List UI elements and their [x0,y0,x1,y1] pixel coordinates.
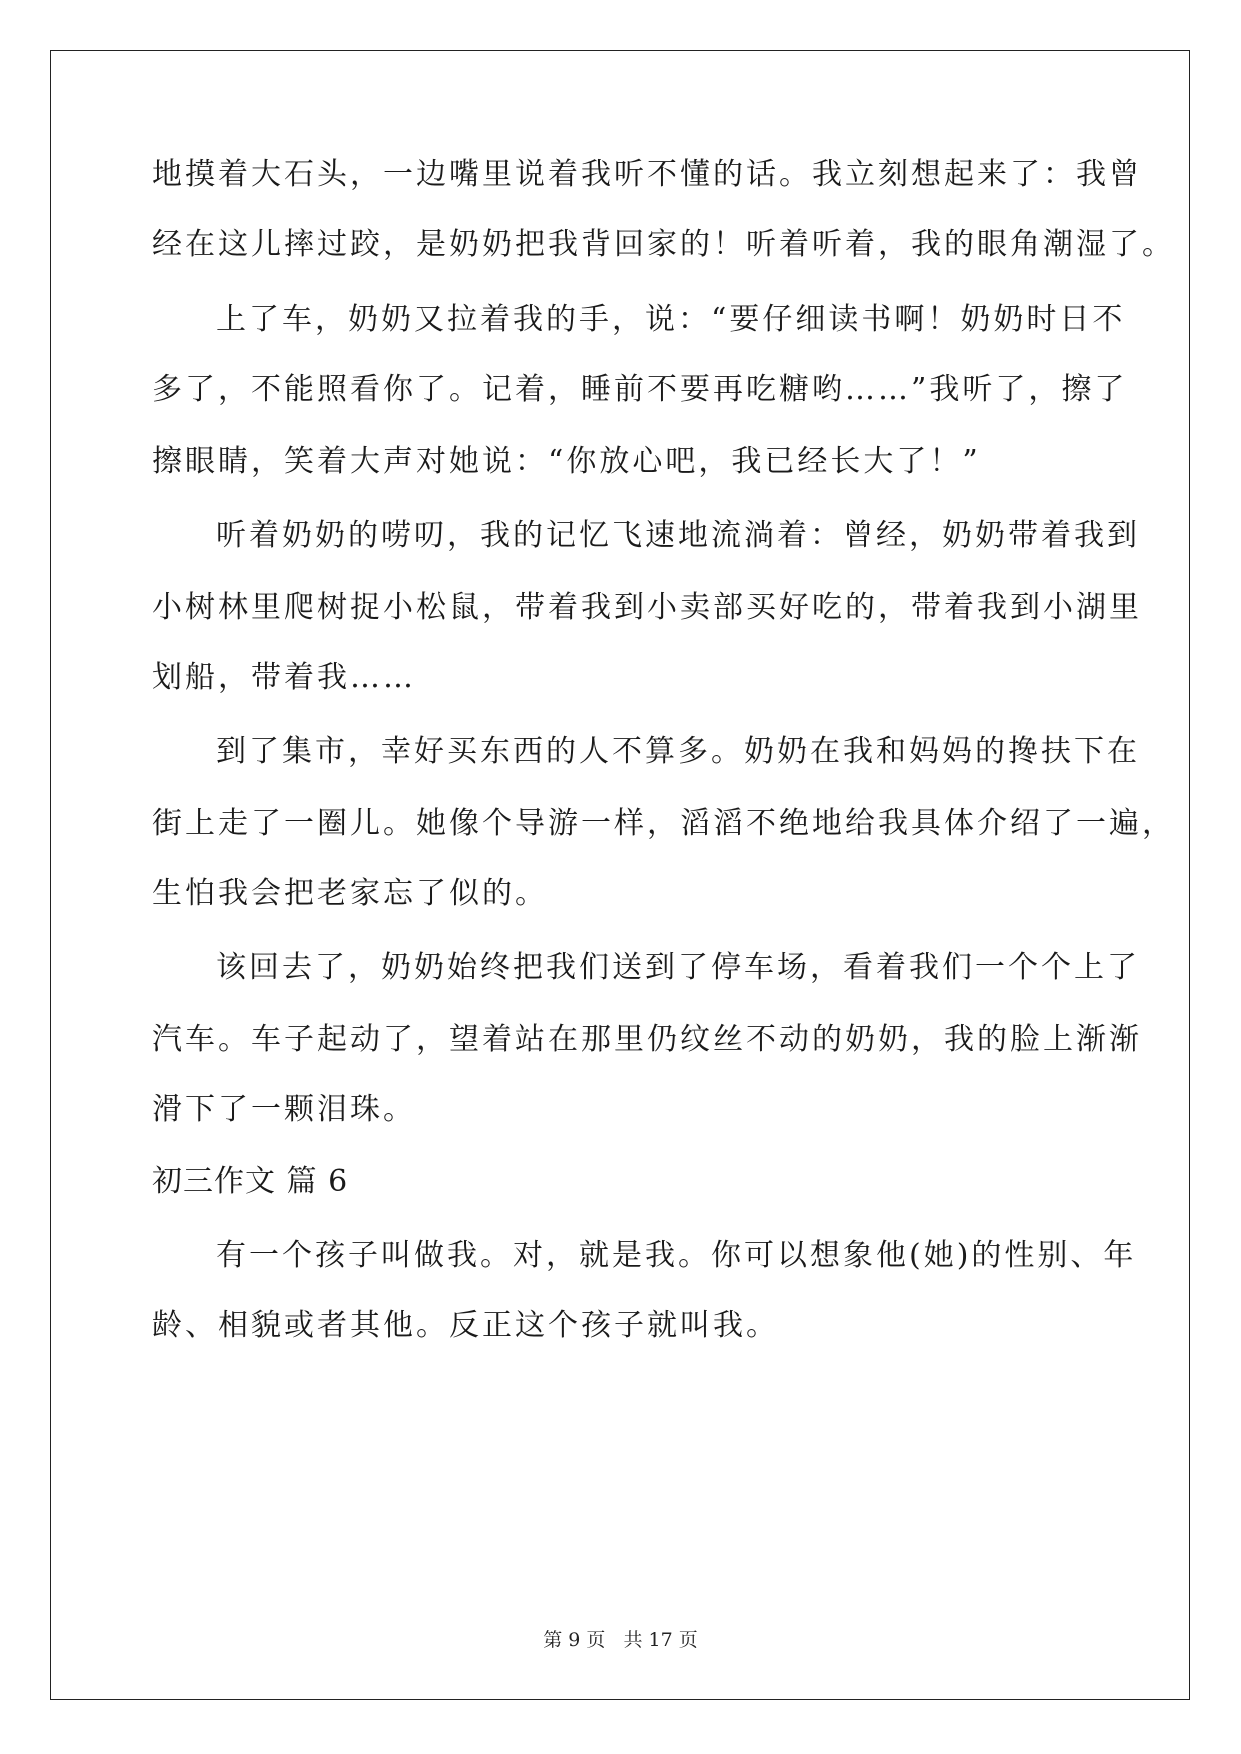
text-line: 多了，不能照看你了。记着，睡前不要再吃糖哟……”我听了，擦了 [152,372,1128,407]
page-footer [0,1628,1241,1652]
text-line: 经在这儿摔过跤，是奶奶把我背回家的！听着听着，我的眼角潮湿了。 [152,227,1175,262]
text-line: 滑下了一颗泪珠。 [152,1092,416,1127]
text-line: 生怕我会把老家忘了似的。 [152,876,548,911]
text-line: 街上走了一圈儿。她像个导游一样，滔滔不绝地给我具体介绍了一遍， [152,806,1175,841]
text-line: 汽车。车子起动了，望着站在那里仍纹丝不动的奶奶，我的脸上渐渐 [152,1022,1142,1057]
page-number-total: 共 17 页 [623,1629,698,1651]
text-line: 听着奶奶的唠叨，我的记忆飞速地流淌着：曾经，奶奶带着我到 [216,518,1140,553]
text-line: 划船，带着我…… [152,660,416,695]
section-heading: 初三作文 篇 6 [152,1164,349,1199]
text-line: 该回去了，奶奶始终把我们送到了停车场，看着我们一个个上了 [216,950,1140,985]
text-line: 到了集市，幸好买东西的人不算多。奶奶在我和妈妈的搀扶下在 [216,734,1140,769]
text-line: 有一个孩子叫做我。对，就是我。你可以想象他(她)的性别、年 [216,1238,1137,1273]
text-line: 擦眼睛，笑着大声对她说：“你放心吧，我已经长大了！” [152,444,981,479]
text-line: 小树林里爬树捉小松鼠，带着我到小卖部买好吃的，带着我到小湖里 [152,590,1142,625]
page-border [50,50,1190,1700]
text-line: 上了车，奶奶又拉着我的手，说：“要仔细读书啊！奶奶时日不 [216,302,1126,337]
text-line: 龄、相貌或者其他。反正这个孩子就叫我。 [152,1308,779,1343]
page-number-current: 第 9 页 [543,1629,606,1651]
text-line: 地摸着大石头，一边嘴里说着我听不懂的话。我立刻想起来了：我曾 [152,157,1142,192]
